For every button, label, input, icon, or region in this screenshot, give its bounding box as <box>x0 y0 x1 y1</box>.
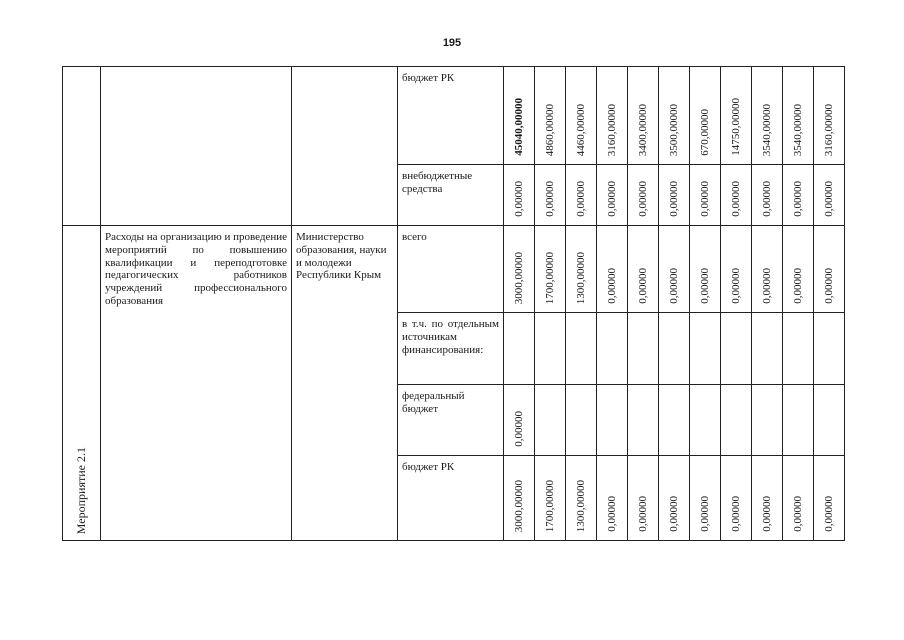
value: 0,00000 <box>760 181 773 217</box>
source-label-cell <box>398 456 504 541</box>
value-cell <box>752 226 783 313</box>
value-cell <box>628 456 659 541</box>
value-cell <box>690 385 721 456</box>
value-cell <box>752 67 783 165</box>
continuation-description-cell <box>101 67 292 226</box>
source-label: внебюджетные средства <box>402 170 473 195</box>
value: 0,00000 <box>512 181 525 217</box>
value-cell <box>721 313 752 385</box>
value-cell <box>504 67 535 165</box>
value: 3540,00000 <box>791 103 804 156</box>
value-cell <box>783 226 814 313</box>
value: 14750,00000 <box>729 98 742 156</box>
executor-cell <box>292 226 398 541</box>
value: 0,00000 <box>543 181 556 217</box>
value-cell <box>535 456 566 541</box>
value: 1300,00000 <box>574 251 587 304</box>
value-cell <box>814 226 845 313</box>
measure-label: Мероприятие 2.1 <box>73 446 88 534</box>
source-label-cell <box>398 67 504 165</box>
value: 0,00000 <box>605 268 618 304</box>
value-cell <box>690 226 721 313</box>
value: 0,00000 <box>667 496 680 532</box>
value-cell <box>535 313 566 385</box>
value-cell <box>783 313 814 385</box>
executor: Министерство образования, науки и молодежи Республики Крым <box>296 231 387 282</box>
value-cell <box>783 456 814 541</box>
value-cell <box>597 313 628 385</box>
value-cell <box>566 456 597 541</box>
source-label: федеральный бюджет <box>402 390 465 415</box>
value: 3160,00000 <box>605 103 618 156</box>
value: 1700,00000 <box>543 479 556 532</box>
source-label: в т.ч. по отдельным источникам финансирования: <box>402 318 499 356</box>
continuation-executor-cell <box>292 67 398 226</box>
budget-table <box>62 66 845 541</box>
value-cell <box>535 226 566 313</box>
value-cell <box>628 67 659 165</box>
value-cell <box>597 456 628 541</box>
value-cell <box>628 226 659 313</box>
value-cell <box>690 456 721 541</box>
value-cell <box>690 313 721 385</box>
value: 0,00000 <box>729 496 742 532</box>
value: 3160,00000 <box>822 103 835 156</box>
value-cell <box>566 67 597 165</box>
measure-code-cell <box>63 226 101 541</box>
value: 0,00000 <box>760 268 773 304</box>
value: 0,00000 <box>605 181 618 217</box>
value: 4460,00000 <box>574 103 587 156</box>
value-cell <box>814 385 845 456</box>
value-cell <box>752 456 783 541</box>
measure-description-cell <box>101 226 292 541</box>
value: 670,00000 <box>698 109 711 156</box>
source-label: бюджет РК <box>402 72 455 84</box>
value: 3540,00000 <box>760 103 773 156</box>
source-label: всего <box>402 231 427 243</box>
value-cell <box>752 385 783 456</box>
value: 0,00000 <box>791 181 804 217</box>
value-cell <box>504 226 535 313</box>
table-row <box>63 67 845 165</box>
value-cell <box>814 456 845 541</box>
value-cell <box>504 165 535 226</box>
value-cell <box>659 226 690 313</box>
value-cell <box>783 67 814 165</box>
source-label-cell <box>398 313 504 385</box>
value-cell <box>721 165 752 226</box>
source-label-cell <box>398 165 504 226</box>
value-cell <box>659 385 690 456</box>
value-cell <box>721 67 752 165</box>
value-cell <box>659 313 690 385</box>
value: 0,00000 <box>636 496 649 532</box>
value-cell <box>690 165 721 226</box>
value: 0,00000 <box>636 268 649 304</box>
value: 1700,00000 <box>543 251 556 304</box>
source-label: бюджет РК <box>402 461 455 473</box>
table-row <box>63 226 845 313</box>
value-cell <box>752 165 783 226</box>
value-cell <box>721 385 752 456</box>
value: 0,00000 <box>729 181 742 217</box>
value-cell <box>566 385 597 456</box>
value-cell <box>566 165 597 226</box>
value: 3000,00000 <box>512 251 525 304</box>
value-cell <box>566 313 597 385</box>
value-cell <box>535 385 566 456</box>
value-cell <box>814 67 845 165</box>
value-cell <box>721 226 752 313</box>
value: 0,00000 <box>698 181 711 217</box>
value-cell <box>597 165 628 226</box>
value: 0,00000 <box>822 181 835 217</box>
value-cell <box>659 165 690 226</box>
value-cell <box>504 385 535 456</box>
value-cell <box>752 313 783 385</box>
value-cell <box>659 67 690 165</box>
value-cell <box>566 226 597 313</box>
value-cell <box>597 67 628 165</box>
value: 3400,00000 <box>636 103 649 156</box>
value-cell <box>535 67 566 165</box>
page-number: 195 <box>442 37 462 49</box>
value: 0,00000 <box>791 268 804 304</box>
value-cell <box>783 385 814 456</box>
value: 0,00000 <box>760 496 773 532</box>
value: 0,00000 <box>822 496 835 532</box>
source-label-cell <box>398 385 504 456</box>
value-cell <box>597 226 628 313</box>
measure-description: Расходы на организацию и проведение мероприятий по повышению квалификации и переподготовке педагогических работников учреждений профессионального образования <box>105 231 287 307</box>
value: 0,00000 <box>791 496 804 532</box>
value: 0,00000 <box>574 181 587 217</box>
value-cell <box>535 165 566 226</box>
value: 3000,00000 <box>512 479 525 532</box>
value: 0,00000 <box>698 268 711 304</box>
value-cell <box>814 165 845 226</box>
value: 0,00000 <box>822 268 835 304</box>
value-cell <box>659 456 690 541</box>
value-cell <box>814 313 845 385</box>
value-cell <box>504 456 535 541</box>
value: 0,00000 <box>667 181 680 217</box>
value-cell <box>690 67 721 165</box>
source-label-cell <box>398 226 504 313</box>
value-cell <box>597 385 628 456</box>
value-cell <box>628 313 659 385</box>
value: 3500,00000 <box>667 103 680 156</box>
value: 0,00000 <box>605 496 618 532</box>
value: 0,00000 <box>698 496 711 532</box>
value: 4860,00000 <box>543 103 556 156</box>
value: 0,00000 <box>636 181 649 217</box>
value-cell <box>721 456 752 541</box>
continuation-code-cell <box>63 67 101 226</box>
value: 0,00000 <box>667 268 680 304</box>
value: 0,00000 <box>512 411 525 447</box>
value: 0,00000 <box>729 268 742 304</box>
value: 1300,00000 <box>574 479 587 532</box>
value-cell <box>504 313 535 385</box>
value-total: 45040,00000 <box>512 98 525 156</box>
value-cell <box>628 165 659 226</box>
value-cell <box>628 385 659 456</box>
value-cell <box>783 165 814 226</box>
